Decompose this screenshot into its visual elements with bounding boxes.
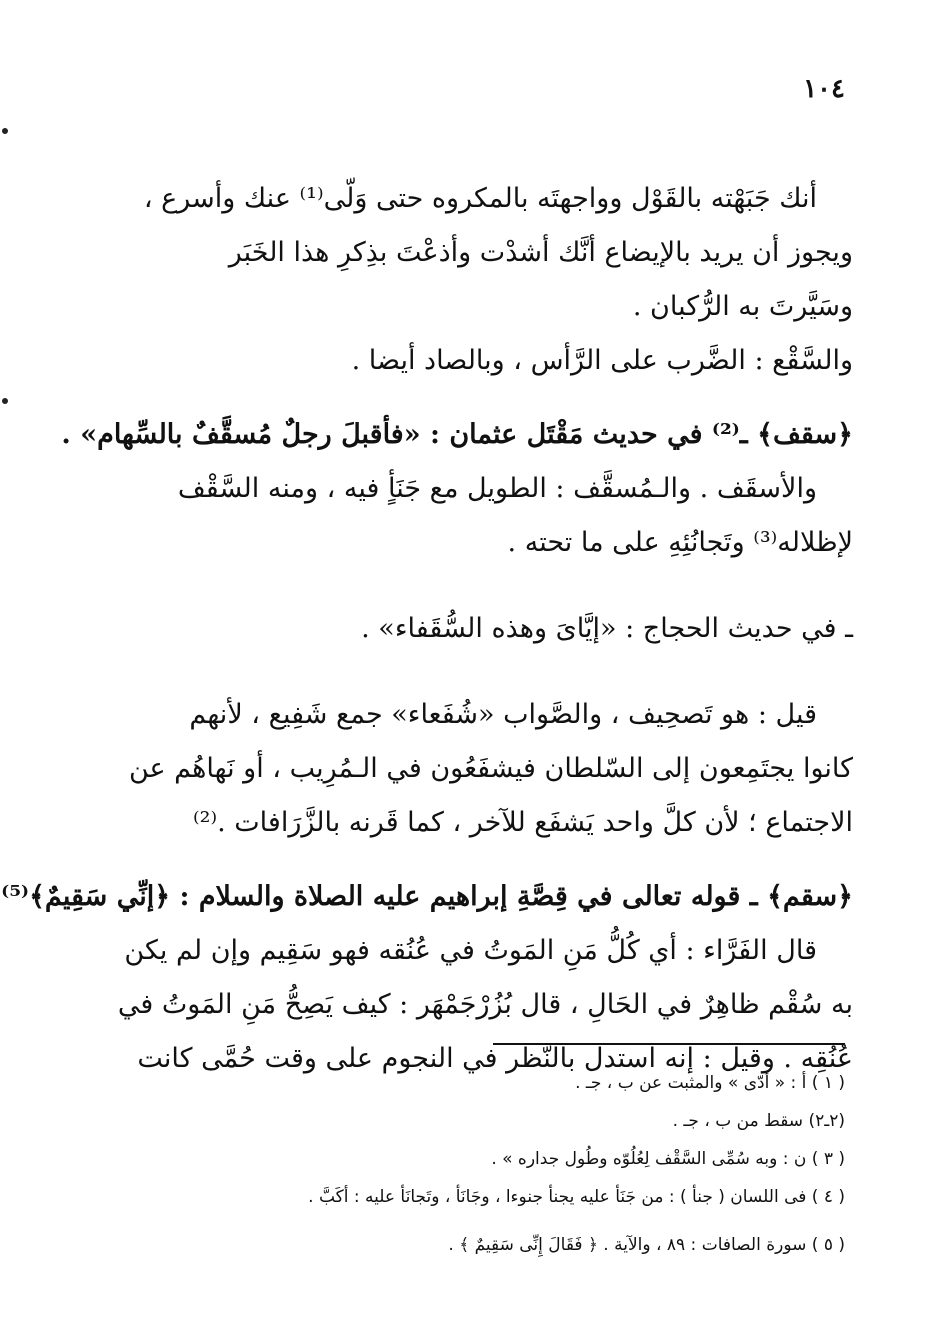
footnote-5: ( ٥ ) سورة الصافات : ٨٩ ، والآية . ﴿ فَقَالَ إِنِّى سَقِيمٌ ﴾ . [448, 1235, 845, 1255]
text-line: به سُقْم ظاهِرٌ في الحَالِ ، قال بُزُرْجَمْهَر : كيف يَصِحُّ مَنِ المَوتُ في [117, 989, 853, 1020]
footnote-2: (٢ـ٢) سقط من ب ، جـ . [672, 1111, 845, 1131]
footnote-1: ( ١ ) أ : « أدّى » والمثبت عن ب ، جـ . [575, 1073, 845, 1093]
text-line: أنك جَبَهْته بالقَوْل وواجهتَه بالمكروه حتى وَلّى⁽¹⁾ عنك وأسرع ، [143, 183, 817, 214]
footnote-separator [493, 1043, 845, 1045]
entry-saqm: ﴿سقم﴾ ـ قوله تعالى في قِصَّةِ إبراهيم عليه الصلاة والسلام : ﴿إنِّي سَقِيمٌ﴾⁽⁵⁾ [1, 881, 853, 912]
footnote-3: ( ٣ ) ن : وبه سُمِّى السَّقْف لِعُلُوّه وطُول جداره » . [491, 1149, 845, 1169]
text-line: وسَيَّرتَ به الرُّكبان . [632, 291, 853, 322]
text-line: قيل : هو تَصحِيف ، والصَّواب «شُفَعاء» جمع شَفِيع ، لأنهم [189, 699, 817, 730]
scan-edge-mark [2, 128, 8, 134]
main-text [1, 172, 853, 1086]
text-line: والأسقَف . والـمُسقَّف : الطويل مع جَنَأٍ فيه ، ومنه السَّقْف [177, 473, 817, 504]
text-line: والسَّقْع : الضَّرب على الرَّأس ، وبالصاد أيضا . [351, 345, 853, 376]
scan-edge-mark [2, 398, 8, 404]
text-line: قال الفَرَّاء : أي كُلُّ مَنِ المَوتُ في عُنُقه فهو سَقِيم وإن لم يكن [124, 935, 817, 966]
text-line: ويجوز أن يريد بالإيضاع أنَّك أشدْت وأذعْتَ بذِكرِ هذا الخَبَر [228, 237, 853, 268]
page-number: ١٠٤ [803, 74, 845, 104]
text-line: ـ في حديث الحجاج : «إيَّاىَ وهذه السُّقَفاء» . [361, 613, 853, 644]
text-line: كانوا يجتَمِعون إلى السّلطان فيشفَعُون في الـمُرِيب ، أو نَهاهُم عن [128, 753, 853, 784]
footnotes [90, 1064, 845, 1264]
text-line: لإظلاله⁽³⁾ وتَجانُئِهِ على ما تحته . [507, 527, 853, 558]
text-line: الاجتماع ؛ لأن كلَّ واحد يَشفَع للآخر ، كما قَرنه بالزَّرَافات .⁽²⁾ [193, 807, 853, 838]
text-line: عُنُقِه . وقيل : إنه استدل بالنّظر في النجوم على وقت حُمَّى كانت [137, 1043, 853, 1074]
footnote-4: ( ٤ ) فى اللسان ( جنأ ) : من جَنَأ عليه يجنأ جنوءا ، وجَانَأ ، وتَجانَأ عليه : أكَبَّ . [308, 1187, 845, 1207]
entry-saqf: ﴿سقف﴾ ـ⁽²⁾ في حديث مَقْتَل عثمان : «فأقبلَ رجلٌ مُسقَّفٌ بالسِّهام» . [61, 419, 853, 450]
